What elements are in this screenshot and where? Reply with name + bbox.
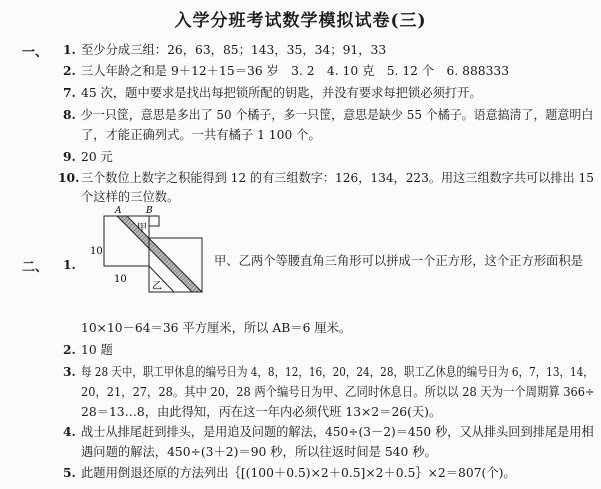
section-one-label: 一、 [22, 45, 49, 60]
answer-text: 三人年龄之和是 9＋12＋15＝36 岁 3. 2 4. 10 克 5. 12 个 6. 888333 [81, 64, 510, 78]
answer-text-cont: 28＝13…8，由此得知，丙在这一年内必须代班 13×2＝26(天)。 [81, 405, 442, 419]
answer-text-cont: 遇问题的解法，450÷(3＋2)＝90 秒，所以往返时间是 540 秒。 [81, 445, 437, 459]
item-number: 10. [58, 170, 80, 185]
side-left-label: 10 [90, 246, 103, 257]
answer-text: 此题用倒退还原的方法列出｛[(100＋0.5)×2＋0.5]×2＋0.5｝×2＝807(个)。 [81, 466, 516, 480]
page-title: 入学分班考试数学模拟试卷(三) [174, 11, 427, 31]
answer-text-cont: 了，才能正确列式。一共有橘子 1 100 个。 [81, 128, 321, 142]
answer-text: 每 28 天中，职工甲休息的编号日为 4，8，12，16，20，24，28，职工乙休息的编号日为 6，7，13，14， [81, 365, 594, 379]
answer-text: 少一只筐，意思是多出了 50 个橘子，多一只筐，意思是缺少 55 个橘子。语意搞清了，题意明白 [81, 108, 594, 122]
answer-text-cont: 20，21，27，28。其中 20，28 两个编号日为甲、乙同时休息日。所以以 28 天为一个周期算 366÷ [81, 385, 595, 399]
item-number: 2. [63, 63, 76, 78]
answer-text: 45 次，题中要求是找出每把锁所配的钥匙，并没有要求每把锁必须打开。 [81, 86, 482, 100]
answer-text-cont: 10×10－64＝36 平方厘米，所以 AB＝6 厘米。 [81, 321, 352, 335]
ab-square [149, 216, 159, 226]
side-bottom-label: 10 [114, 274, 127, 285]
item-number: 2. [63, 342, 76, 357]
item-number: 4. [63, 424, 76, 439]
label-yi: 乙 [152, 281, 162, 292]
answer-text: 三个数位上数字之积能得到 12 的有三组数字：126，134，223。用这三组数字共可以排出 15 [81, 171, 595, 185]
square-triangles-figure [82, 202, 214, 294]
item-number: 5. [63, 465, 76, 480]
label-a: A [115, 206, 122, 216]
answer-text: 10 题 [81, 343, 113, 357]
item-number: 9. [63, 149, 76, 164]
label-b: B [146, 206, 153, 216]
answer-text: 甲、乙两个等腰直角三角形可以拼成一个正方形，这个正方形面积是 [214, 254, 583, 268]
item-number: 7. [63, 85, 76, 100]
answer-text: 至少分成三组：26，63，85；143，35，34；91，33 [81, 43, 387, 57]
label-jia: 甲 [137, 223, 147, 234]
item-number: 1. [63, 257, 76, 272]
item-number: 1. [63, 42, 76, 57]
item-number: 3. [63, 364, 76, 379]
answer-text: 20 元 [81, 150, 113, 164]
section-two-label: 二、 [22, 260, 49, 275]
answer-text-cont: 个这样的三位数。 [81, 190, 180, 204]
item-number: 8. [63, 107, 76, 122]
answer-text: 战士从排尾赶到排头，是用追及问题的解法，450÷(3－2)＝450 秒，又从排头回到排尾是用相 [81, 425, 594, 439]
